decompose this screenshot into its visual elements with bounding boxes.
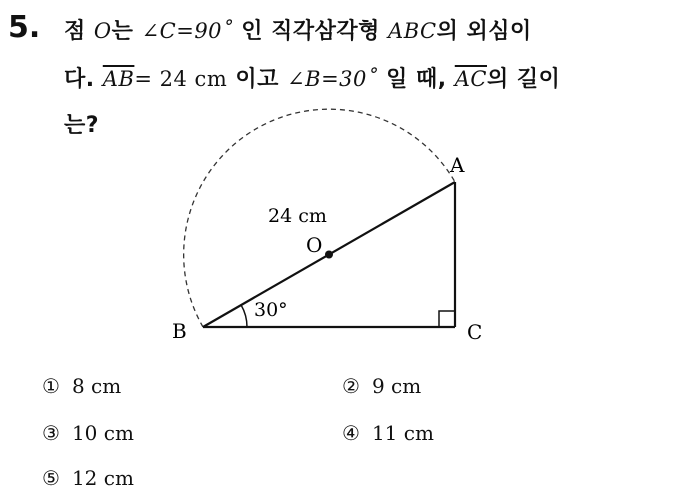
- option-1-value: 8 cm: [71, 374, 122, 398]
- point-o: [325, 251, 333, 259]
- question-segment: 의 길이: [487, 67, 561, 92]
- question-segment: ∠B=30˚: [287, 67, 378, 91]
- option-4-value: 11 cm: [371, 421, 434, 445]
- question-segment: 일 때,: [377, 67, 455, 92]
- option-2-value: 9 cm: [371, 374, 422, 398]
- question-segment: 다.: [64, 67, 103, 92]
- option-2[interactable]: [342, 374, 421, 398]
- question-segment: $\overline{AC}$: [454, 67, 487, 91]
- option-1[interactable]: [42, 374, 121, 398]
- question-segment: 점: [64, 19, 94, 44]
- option-4-number: ④: [342, 421, 360, 445]
- right-angle-mark: [439, 311, 455, 327]
- label-hypotenuse-length: 24 cm: [268, 205, 327, 227]
- label-b: B: [172, 319, 187, 343]
- angle-b-arc: [241, 305, 247, 327]
- label-angle-b: 30°: [254, 299, 288, 321]
- question-segment: 는: [111, 19, 142, 44]
- option-2-number: ②: [342, 374, 360, 398]
- option-5-value: 12 cm: [71, 466, 134, 490]
- question-number: 5.: [8, 10, 41, 45]
- question-segment: = 24 cm: [134, 67, 228, 91]
- option-5-number: ⑤: [42, 466, 60, 490]
- option-3-number: ③: [42, 421, 60, 445]
- question-segment: 이고: [227, 67, 288, 92]
- question-segment: $\overline{AB}$: [102, 67, 135, 91]
- question-segment: O: [93, 19, 112, 43]
- question-line-3: 는?: [64, 113, 100, 138]
- option-1-number: ①: [42, 374, 60, 398]
- question-segment: 인 직각삼각형: [233, 19, 389, 44]
- question-segment: ∠C=90˚: [141, 19, 234, 43]
- question-segment: 의 외심이: [436, 19, 532, 44]
- label-a: A: [450, 153, 465, 177]
- option-4[interactable]: [342, 421, 434, 445]
- question-segment: ABC: [388, 19, 437, 43]
- option-3-value: 10 cm: [71, 421, 134, 445]
- option-3[interactable]: [42, 421, 134, 445]
- label-o: O: [306, 233, 323, 257]
- option-5[interactable]: [42, 466, 134, 490]
- label-c: C: [467, 320, 483, 344]
